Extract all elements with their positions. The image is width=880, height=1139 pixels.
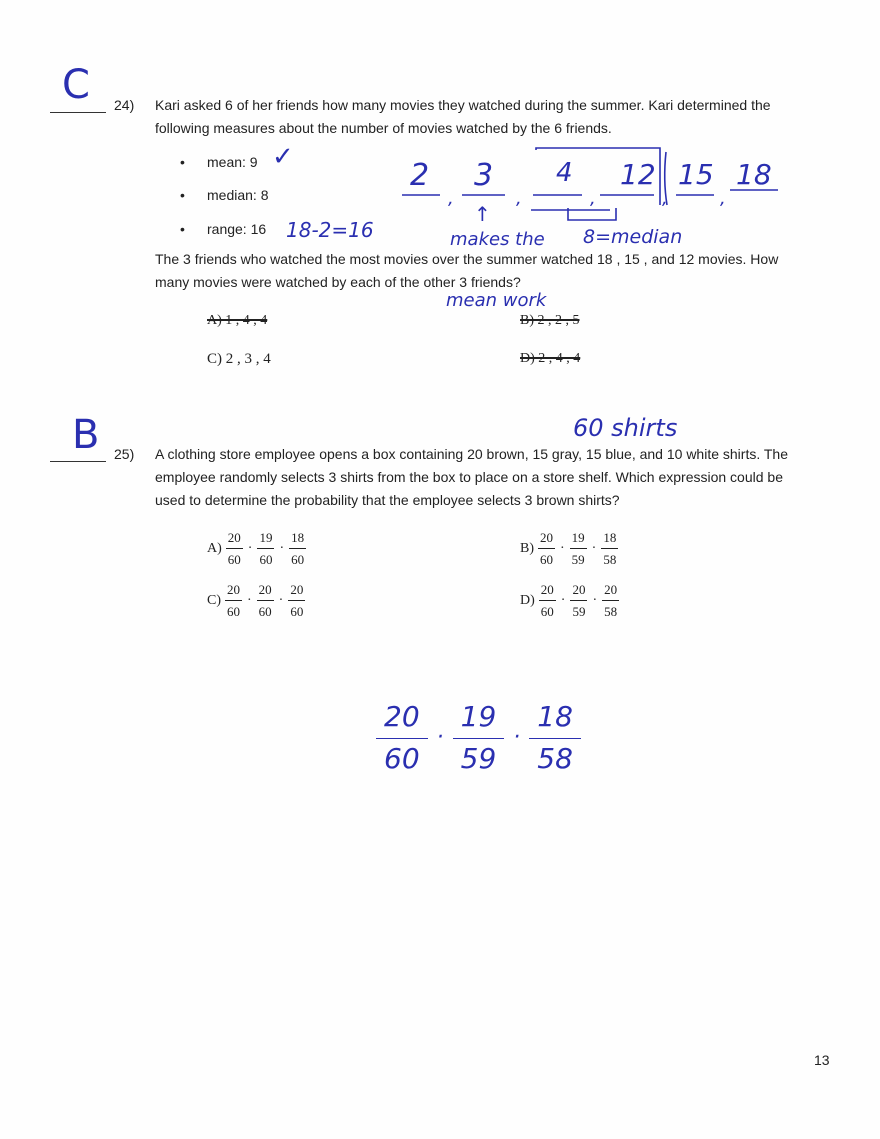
q24-bullet-range: range: 16 bbox=[207, 221, 267, 237]
q24-text-line2: following measures about the number of movies watched by the 6 friends. bbox=[155, 120, 612, 136]
q25-answer: B bbox=[72, 412, 100, 458]
bullet-icon: • bbox=[180, 154, 185, 170]
q24-number: 24) bbox=[114, 97, 135, 113]
q24-answer: C bbox=[62, 62, 90, 108]
q24-bullet-mean: mean: 9 bbox=[207, 154, 258, 170]
bullet-icon: • bbox=[180, 187, 185, 203]
q25-text-line1: A clothing store employee opens a box containing 20 brown, 15 gray, 15 blue, and 10 white shirts. The bbox=[155, 446, 788, 462]
q24-choice-a: A) 1 , 4 , 4 bbox=[207, 313, 268, 328]
seq-2: 2 bbox=[410, 158, 430, 193]
seq-comma: , bbox=[448, 188, 454, 209]
seq-18: 18 bbox=[736, 158, 772, 191]
page-number: 13 bbox=[814, 1052, 830, 1068]
q24-choice-c: C) 2 , 3 , 4 bbox=[207, 351, 271, 367]
seq-15: 15 bbox=[678, 158, 714, 191]
choice-label: C) bbox=[207, 592, 221, 608]
q25-number: 25) bbox=[114, 446, 135, 462]
seq-12: 12 bbox=[620, 158, 656, 191]
q25-text-line3: used to determine the probability that the employee selects 3 brown shirts? bbox=[155, 492, 620, 508]
q25-handwritten-work: $\frac{20}{60}$ · $\frac{19}{59}$ · $\frac{18}{58}$ bbox=[376, 700, 581, 775]
q24-bullet-median: median: 8 bbox=[207, 187, 269, 203]
median-note: 8=median bbox=[583, 226, 683, 248]
q24-followup-line2: many movies were watched by each of the other 3 friends? bbox=[155, 274, 521, 290]
up-arrow-icon: ↑ bbox=[474, 202, 491, 226]
choice-label: A) bbox=[207, 540, 222, 556]
q25-answer-line bbox=[50, 461, 106, 462]
q25-choice-a: A) $\frac{20}{60}$ · $\frac{19}{60}$ · $\frac{18}{60}$ bbox=[207, 530, 305, 567]
q25-choice-b: B) $\frac{20}{60}$ · $\frac{19}{59}$ · $\frac{18}{58}$ bbox=[520, 530, 617, 567]
seq-comma: , bbox=[720, 188, 726, 209]
choice-label: D) bbox=[520, 592, 535, 608]
q25-text-line2: employee randomly selects 3 shirts from the box to place on a store shelf. Which expression could be bbox=[155, 469, 783, 485]
seq-4: 4 bbox=[556, 158, 573, 188]
q24-choice-b: B) 2 , 2 , 5 bbox=[520, 313, 580, 328]
q25-choice-d: D) $\frac{20}{60}$ · $\frac{20}{59}$ · $\frac{20}{58}$ bbox=[520, 582, 618, 619]
seq-3: 3 bbox=[474, 158, 494, 193]
q25-choice-c: C) $\frac{20}{60}$ · $\frac{20}{60}$ · $\frac{20}{60}$ bbox=[207, 582, 304, 619]
q24-text-line1: Kari asked 6 of her friends how many movies they watched during the summer. Kari determined the bbox=[155, 97, 771, 113]
seq-comma: , bbox=[662, 188, 668, 209]
q24-choice-d: D) 2 , 4 , 4 bbox=[520, 351, 581, 366]
range-work: 18-2=16 bbox=[286, 218, 374, 242]
q24-followup-line1: The 3 friends who watched the most movies over the summer watched 18 , 15 , and 12 movies. How bbox=[155, 251, 779, 267]
mean-work-note: mean work bbox=[446, 290, 547, 311]
check-mark-icon: ✓ bbox=[272, 142, 294, 172]
bullet-icon: • bbox=[180, 221, 185, 237]
choice-label: B) bbox=[520, 540, 534, 556]
seq-comma: , bbox=[590, 188, 596, 209]
makes-the-note: makes the bbox=[450, 229, 545, 250]
seq-comma: , bbox=[516, 188, 522, 209]
shirts-note: 60 shirts bbox=[573, 414, 678, 442]
